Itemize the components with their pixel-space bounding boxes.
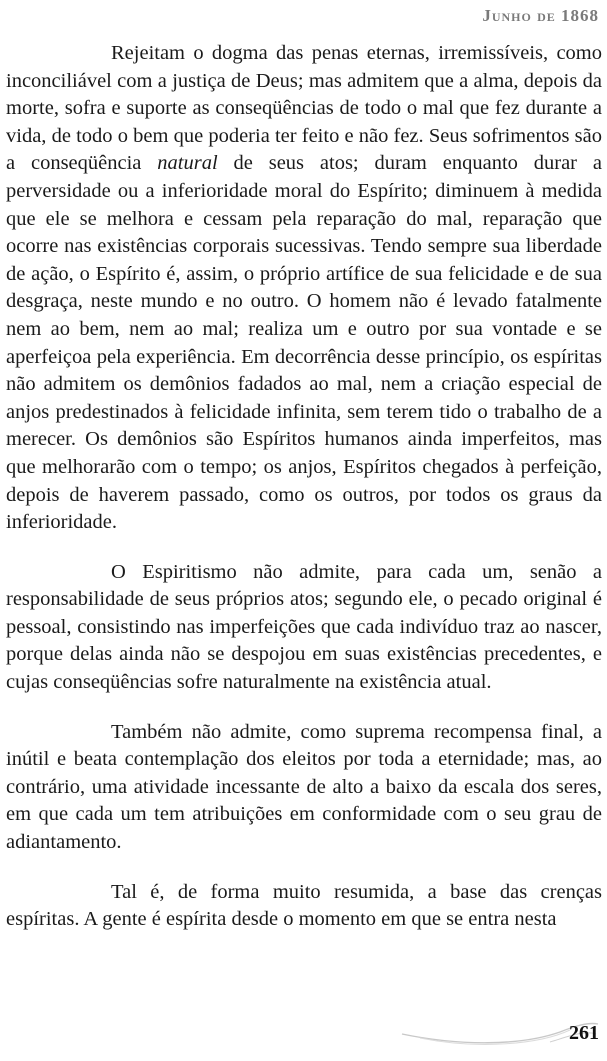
paragraph-1-text-b: de seus atos; duram enquanto durar a perversidade ou a inferioridade moral do Espírito; diminuem à medida que ele se melhora e cessam pela reparação do mal, reparação que ocorre nas existências corporais sucessivas. Tendo sempre sua liberdade de ação, o Espírito é, assim, o próprio artífice de sua felicidade e de sua desgraça, neste mundo e no outro. O homem não é levado fatalmente nem ao bem, nem ao mal; realiza um e outro por sua vontade e se aperfeiçoa pela experiência. Em decorrência desse princípio, os espíritas não admitem os demônios fadados ao mal, nem a criação especial de anjos predestinados à felicidade infinita, sem terem tido o trabalho de a merecer. Os demônios são Espíritos humanos ainda imperfeitos, mas que melhorarão com o tempo; os anjos, Espíritos chegados à perfeição, depois de haverem passado, como os outros, por todos os graus da inferioridade. [6,152,602,534]
paragraph-1-text-a: Rejeitam o dogma das penas eternas, irremissíveis, como inconciliável com a justiça de Deus; mas admitem que a alma, depois da morte, sofra e suporte as conseqüências de todo o mal que fez durante a vida, de todo o bem que poderia ter feito e não fez. Seus sofrimentos são a conseqüência [6,42,602,175]
paragraph-2: O Espiritismo não admite, para cada um, senão a responsabilidade de seus próprios atos; segundo ele, o pecado original é pessoal, consistindo nas imperfeições que cada indivíduo traz ao nascer, porque delas ainda não se despojou em suas existências precedentes, e cujas conseqüências sofre naturalmente na existência atual. [6,560,602,694]
page-body [6,40,602,956]
paragraph-3: Também não admite, como suprema recompensa final, a inútil e beata contemplação dos eleitos por toda a eternidade; mas, ao contrário, uma atividade incessante de alto a baixo da escala dos seres, em que cada um tem atribuições em conformidade com o seu grau de adiantamento. [6,720,602,854]
emphasis-natural: natural [157,152,218,175]
paragraph-4: Tal é, de forma muito resumida, a base das crenças espíritas. A gente é espírita desde o momento em que se entra nesta [6,880,602,931]
paragraph-1 [6,40,602,537]
page-number: 261 [569,1022,599,1044]
running-header: Junho de 1868 [482,6,599,25]
